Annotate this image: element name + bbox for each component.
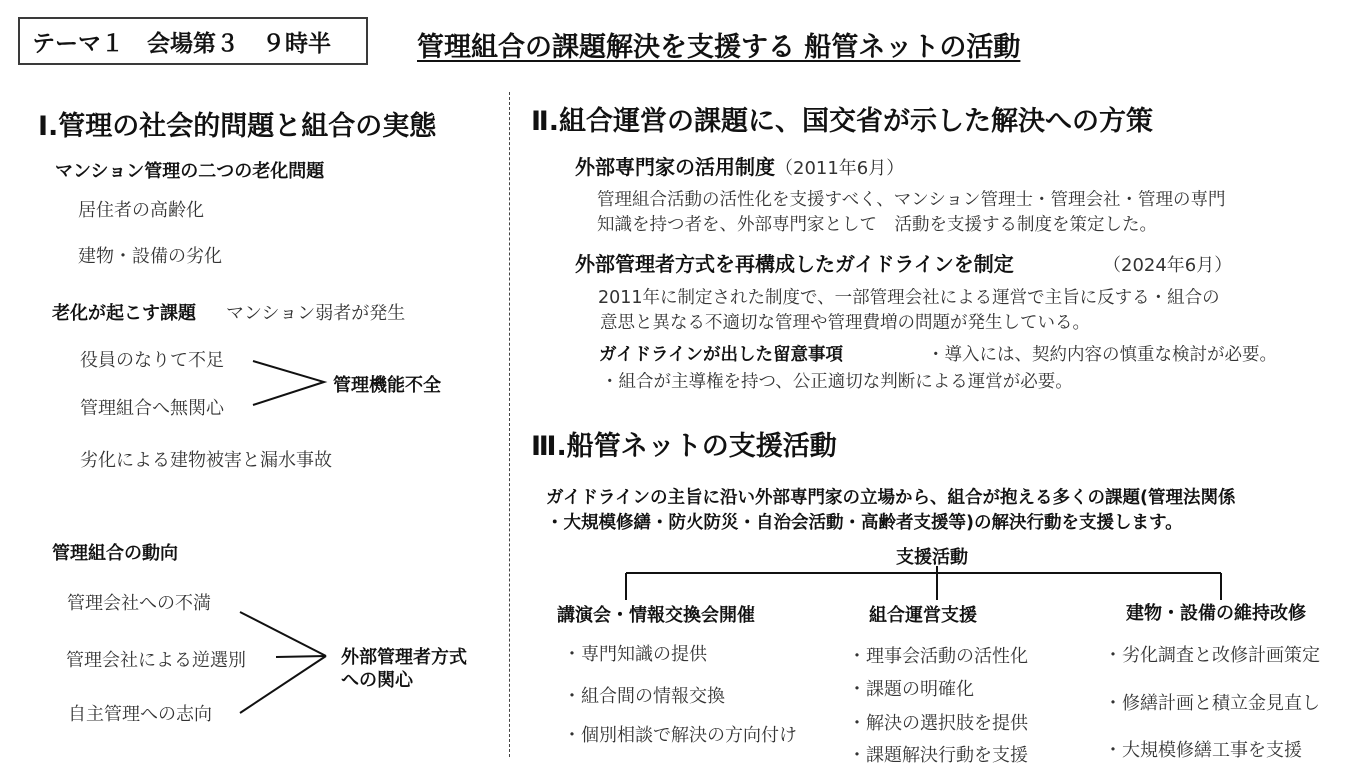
item2-title-text: 外部管理者方式を再構成したガイドラインを制定 (575, 252, 1014, 276)
item1-title-text: 外部専門家の活用制度 (575, 155, 775, 179)
intro-line1 (546, 484, 1235, 509)
trend-title: 管理組合の動向 (52, 543, 178, 564)
tree-root-label: 支援活動 (896, 547, 968, 568)
section1-heading: Ⅰ.管理の社会的問題と組合の実態 (38, 111, 437, 142)
note-item: ・導入には、契約内容の慎重な検討が必要。 (927, 345, 1277, 365)
issue-item: 管理組合へ無関心 (80, 398, 224, 419)
section3-heading: Ⅲ.船管ネットの支援活動 (531, 431, 837, 462)
item1-title (575, 151, 904, 180)
intro-paren: (管理法関係 (1139, 488, 1236, 508)
trend-result-line2: への関心 (341, 670, 413, 691)
trend-item: 管理会社への不満 (67, 593, 211, 614)
theme-session-label: テーマ１ 会場第３ ９時半 (32, 30, 331, 57)
issues-title: 老化が起こす課題 (52, 303, 196, 324)
col3-item: ・劣化調査と改修計画策定 (1104, 645, 1320, 666)
item2-text-line2: 意思と異なる不適切な管理や管理費増の問題が発生している。 (600, 313, 1090, 333)
col2-item: ・課題の明確化 (848, 679, 974, 700)
theme-session-box (18, 17, 368, 65)
aging-title: マンション管理の二つの老化問題 (55, 161, 325, 182)
trend-result-line1: 外部管理者方式 (341, 647, 467, 668)
item2-text-line1: 2011年に制定された制度で、一部管理会社による運営で主旨に反する・組合の (598, 288, 1220, 308)
intro-line2 (546, 509, 1183, 534)
item1-text-line2: 知識を持つ者を、外部専門家として 活動を支援する制度を策定した。 (597, 215, 1157, 235)
col1-item: ・専門知識の提供 (563, 644, 707, 665)
section2-heading: Ⅱ.組合運営の課題に、国交省が示した解決への方策 (531, 106, 1154, 137)
intro-text: ガイドラインの主旨に沿い外部専門家の立場から、組合が抱える多くの課題 (546, 488, 1140, 508)
issue-bracket (253, 361, 324, 405)
trend-line-bottom (240, 656, 326, 713)
col2-item: ・理事会活動の活性化 (848, 646, 1028, 667)
item1-date: （2011年6月） (775, 158, 905, 179)
item2-title (575, 248, 1014, 277)
col1-item: ・個別相談で解決の方向付け (563, 725, 797, 746)
trend-item: 管理会社による逆選別 (66, 650, 246, 671)
intro-text: ・大規模修繕・防火防災・自治会活動・高齢者支援等) (546, 513, 974, 533)
issue-item: 役員のなりて不足 (80, 350, 224, 371)
notes-title: ガイドラインが出した留意事項 (599, 345, 843, 365)
issues-note: マンション弱者が発生 (226, 303, 406, 324)
col2-title: 組合運営支援 (869, 605, 977, 626)
issue-result: 管理機能不全 (333, 375, 441, 396)
intro-text: の解決行動を支援します。 (974, 513, 1183, 533)
col1-item: ・組合間の情報交換 (563, 686, 725, 707)
main-title: 管理組合の課題解決を支援する 船管ネットの活動 (417, 32, 1021, 63)
col2-item: ・解決の選択肢を提供 (848, 713, 1028, 734)
aging-item: 居住者の高齢化 (78, 200, 204, 221)
item2-date: （2024年6月） (1103, 255, 1233, 276)
issue-item: 劣化による建物被害と漏水事故 (80, 450, 332, 471)
trend-item: 自主管理への志向 (68, 704, 212, 725)
item1-text-line1: 管理組合活動の活性化を支援すべく、マンション管理士・管理会社・管理の専門 (597, 190, 1226, 210)
aging-item: 建物・設備の劣化 (78, 246, 222, 267)
col2-item: ・課題解決行動を支援 (848, 745, 1028, 766)
trend-line-top (240, 612, 326, 656)
col3-item: ・修繕計画と積立金見直し (1104, 693, 1320, 714)
column-divider (509, 92, 510, 757)
col3-title: 建物・設備の維持改修 (1126, 603, 1306, 624)
note-item: ・組合が主導権を持つ、公正適切な判断による運営が必要。 (601, 372, 1073, 392)
trend-line-mid (276, 656, 326, 657)
col3-item: ・大規模修繕工事を支援 (1104, 740, 1302, 761)
col1-title: 講演会・情報交換会開催 (557, 605, 755, 626)
